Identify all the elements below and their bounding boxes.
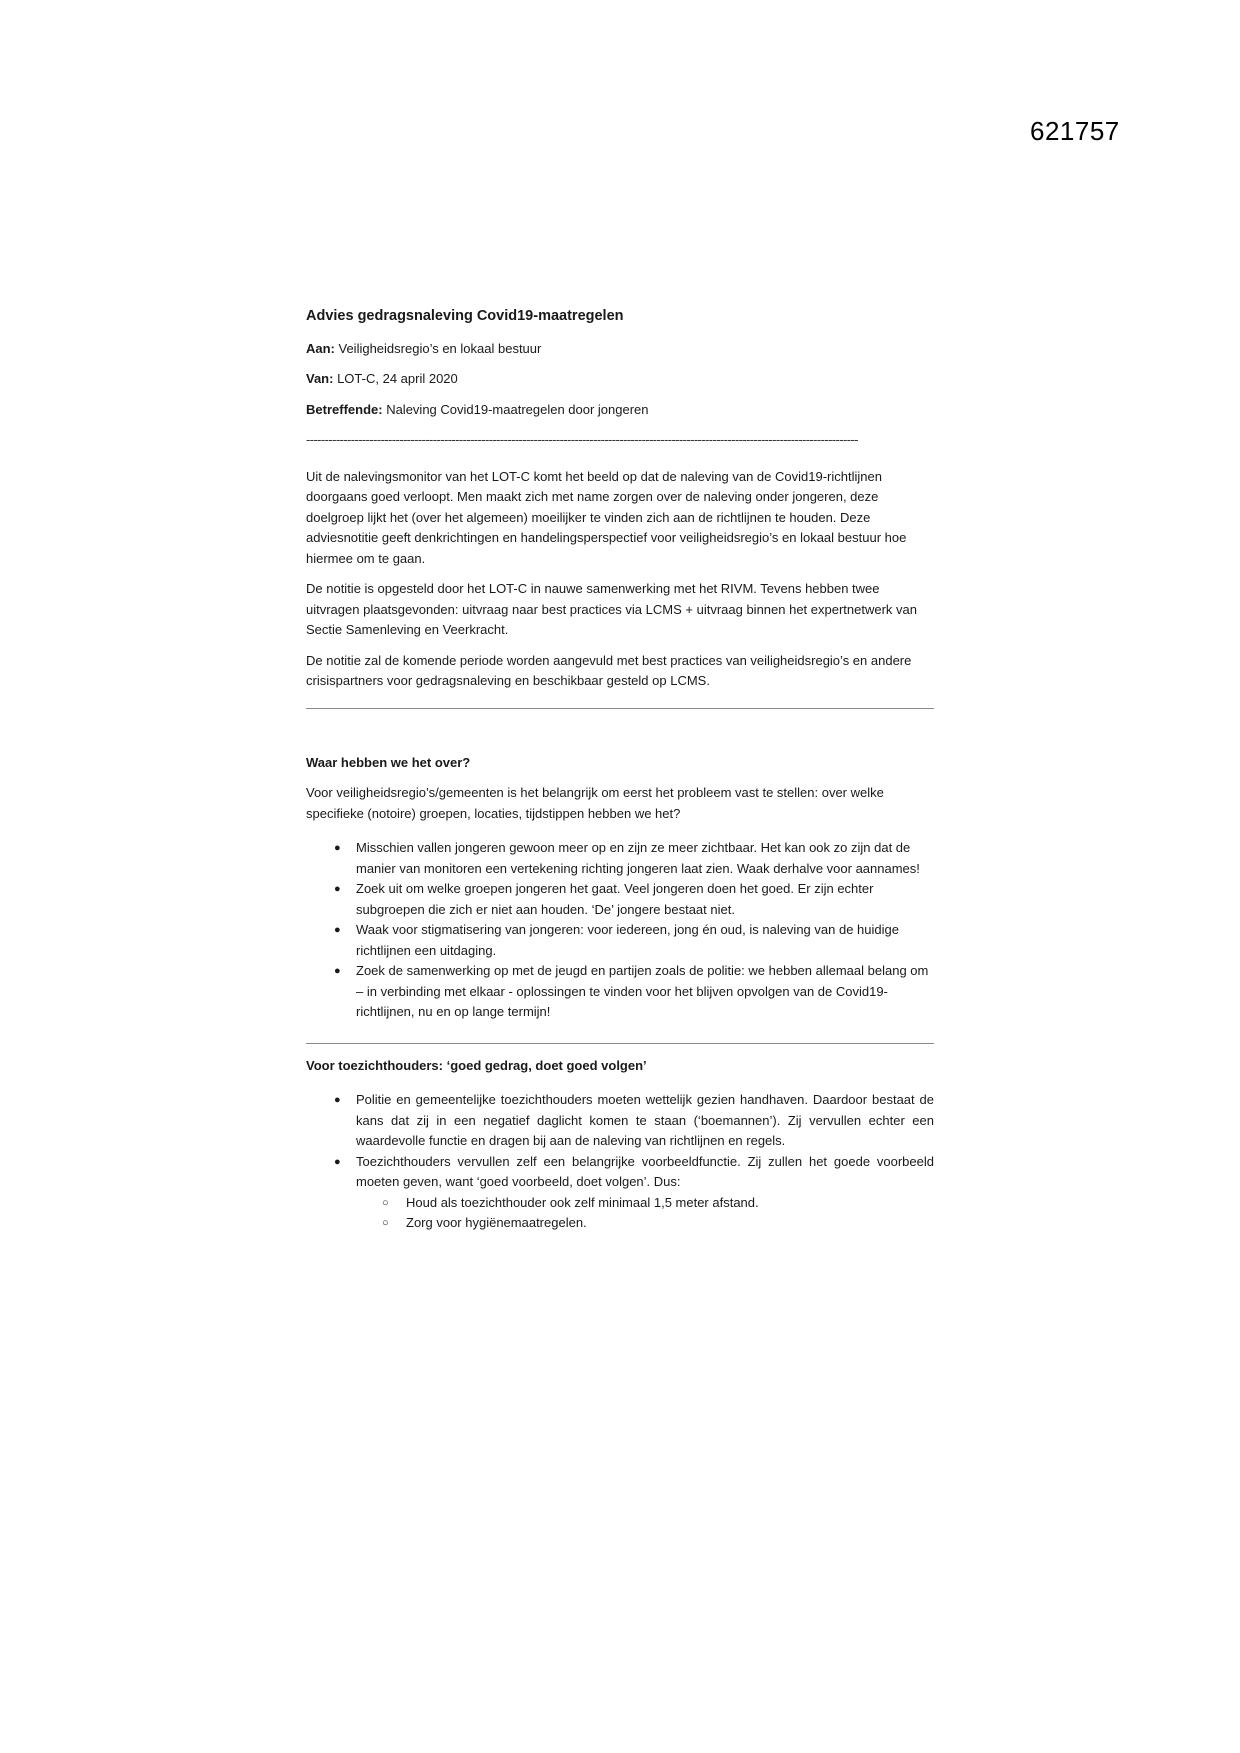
list-item [306,961,934,1023]
list-item-text: Toezichthouders vervullen zelf een belangrijke voorbeeldfunctie. Zij zullen het goede voorbeeld moeten geven, want ‘goed voorbeeld, doet volgen’. Dus: [356,1153,934,1189]
section1-intro: Voor veiligheidsregio’s/gemeenten is het belangrijk om eerst het probleem vast te stellen: over welke specifieke (notoire) groepen, locaties, tijdstippen hebben we het? [306,785,884,821]
document-title: Advies gedragsnaleving Covid19-maatregelen [306,308,624,324]
section1-bullet-list [306,838,934,1023]
list-item [306,1090,934,1152]
meta-aan-label: Aan: [306,340,335,356]
section-heading-toezichthouders: Voor toezichthouders: ‘goed gedrag, doet goed volgen’ [306,1057,647,1073]
document-body [306,306,934,1234]
meta-van-value: LOT-C, 24 april 2020 [333,371,458,386]
section-heading-waar: Waar hebben we het over? [306,754,471,770]
divider [306,708,934,709]
list-item-text: Politie en gemeentelijke toezichthouders moeten wettelijk gezien handhaven. Daardoor bestaat de kans dat zij in een negatief daglicht komen te staan (‘boemannen’). Zij vervullen echter een waardevolle functie en dragen bij aan de naleving van richtlijnen en regels. [356,1092,934,1148]
meta-aan [306,339,934,360]
bullet-icon: ● [334,924,341,936]
list-item [306,879,934,920]
dashed-separator: ---------------------------------------------------------------------------------------------------------------------------------------------------- [306,432,858,447]
meta-aan-value: Veiligheidsregio’s en lokaal bestuur [334,340,542,356]
intro-paragraph-1: Uit de nalevingsmonitor van het LOT-C komt het beeld op dat de naleving van de Covid19-richtlijnen doorgaans goed verloopt. Men maakt zich met name zorgen over de naleving onder jongeren, deze doelgroep lijkt het (over het algemeen) moeilijker te vinden zich aan de richtlijnen te houden. Deze adviesnotitie geeft denkrichtingen en handelingsperspectief voor veiligheidsregio’s en lokaal bestuur hoe hiermee om te gaan. [306,468,907,566]
circle-bullet-icon: ○ [382,1217,389,1229]
sub-list-item [356,1213,934,1234]
document-number: 621757 [1030,116,1120,146]
bullet-icon: ● [334,1155,341,1168]
list-item-text: Zoek de samenwerking op met de jeugd en partijen zoals de politie: we hebben allemaal belang om – in verbinding met elkaar - oplossingen te vinden voor het blijven opvolgen van de Covid19-richtlijnen, nu en op lange termijn! [356,963,929,1019]
meta-van-label: Van: [306,371,334,386]
intro-paragraph-2: De notitie is opgesteld door het LOT-C in nauwe samenwerking met het RIVM. Tevens hebben twee uitvragen plaatsgevonden: uitvraag naar best practices via LCMS + uitvraag binnen het expertnetwerk van Sectie Samenleving en Veerkracht. [306,581,917,637]
meta-betreffende [306,400,934,421]
sub-bullet-list [356,1193,934,1234]
bullet-icon: ● [334,842,341,854]
list-item-text: Waak voor stigmatisering van jongeren: voor iedereen, jong én oud, is naleving van de huidige richtlijnen een uitdaging. [356,922,899,958]
meta-betreffende-label: Betreffende: [306,401,383,417]
bullet-icon: ● [334,1094,341,1106]
list-item [306,1152,934,1234]
list-item-text: Zoek uit om welke groepen jongeren het gaat. Veel jongeren doen het goed. Er zijn echter subgroepen die zich er niet aan houden. ‘De’ jongere bestaat niet. [356,881,874,917]
list-item [306,920,934,961]
meta-van [306,369,934,390]
bullet-icon: ● [334,965,341,977]
bullet-icon: ● [334,883,341,895]
divider [306,1043,934,1044]
sub-list-item [356,1193,934,1214]
list-item [306,838,934,879]
circle-bullet-icon: ○ [382,1196,389,1209]
section2-bullet-list [306,1090,934,1234]
list-item-text: Misschien vallen jongeren gewoon meer op en zijn ze meer zichtbaar. Het kan ook zo zijn dat de manier van monitoren een vertekening richting jongeren laat zien. Waak derhalve voor aannames! [356,840,920,876]
sub-list-item-text: Zorg voor hygiënemaatregelen. [406,1215,587,1230]
sub-list-item-text: Houd als toezichthouder ook zelf minimaal 1,5 meter afstand. [406,1194,759,1210]
meta-betreffende-value: Naleving Covid19-maatregelen door jongeren [382,401,649,417]
intro-paragraph-3: De notitie zal de komende periode worden aangevuld met best practices van veiligheidsregio’s en andere crisispartners voor gedragsnaleving en beschikbaar gesteld op LCMS. [306,652,912,688]
